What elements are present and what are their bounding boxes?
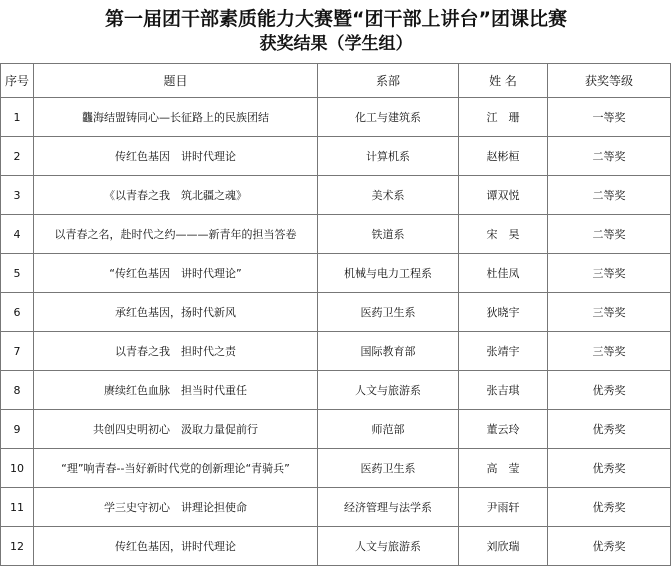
table-row — [1, 293, 671, 332]
header-award: 获奖等级 — [548, 64, 671, 98]
cell-name: 杜佳凤 — [459, 254, 548, 293]
cell-no: 9 — [1, 410, 34, 449]
header-no: 序号 — [1, 64, 34, 98]
cell-name: 谭双悦 — [459, 176, 548, 215]
cell-topic: 传红色基因，讲时代理论 — [34, 527, 318, 566]
table-row — [1, 215, 671, 254]
cell-topic: 传红色基因 讲时代理论 — [34, 137, 318, 176]
cell-no: 2 — [1, 137, 34, 176]
table-row — [1, 371, 671, 410]
cell-no: 3 — [1, 176, 34, 215]
cell-dept: 医药卫生系 — [318, 293, 459, 332]
cell-no: 7 — [1, 332, 34, 371]
cell-topic: 赓续红色血脉 担当时代重任 — [34, 371, 318, 410]
cell-dept: 化工与建筑系 — [318, 98, 459, 137]
cell-name: 宋 昊 — [459, 215, 548, 254]
cell-dept: 美术系 — [318, 176, 459, 215]
cell-no: 4 — [1, 215, 34, 254]
cell-no: 5 — [1, 254, 34, 293]
table-header-row — [1, 64, 671, 98]
cell-award: 优秀奖 — [548, 449, 671, 488]
cell-topic: 承红色基因，扬时代新风 — [34, 293, 318, 332]
cell-no: 8 — [1, 371, 34, 410]
cell-no: 10 — [1, 449, 34, 488]
cell-dept: 人文与旅游系 — [318, 371, 459, 410]
cell-name: 高 莹 — [459, 449, 548, 488]
cell-dept: 人文与旅游系 — [318, 527, 459, 566]
table-row — [1, 488, 671, 527]
table-row — [1, 527, 671, 566]
cell-dept: 计算机系 — [318, 137, 459, 176]
cell-no: 1 — [1, 98, 34, 137]
cell-name: 尹雨轩 — [459, 488, 548, 527]
cell-topic: 以青春之名，赴时代之约———新青年的担当答卷 — [34, 215, 318, 254]
table-row — [1, 449, 671, 488]
cell-dept: 医药卫生系 — [318, 449, 459, 488]
cell-award: 优秀奖 — [548, 527, 671, 566]
table-row — [1, 98, 671, 137]
cell-no: 6 — [1, 293, 34, 332]
cell-award: 优秀奖 — [548, 371, 671, 410]
cell-name: 赵彬桓 — [459, 137, 548, 176]
cell-award: 优秀奖 — [548, 488, 671, 527]
cell-topic: 学三史守初心 讲理论担使命 — [34, 488, 318, 527]
table-body — [1, 98, 671, 566]
cell-name: 董云玲 — [459, 410, 548, 449]
cell-name: 江 珊 — [459, 98, 548, 137]
cell-topic: “传红色基因 讲时代理论” — [34, 254, 318, 293]
cell-dept: 铁道系 — [318, 215, 459, 254]
cell-name: 狄晓宇 — [459, 293, 548, 332]
cell-award: 二等奖 — [548, 137, 671, 176]
cell-award: 三等奖 — [548, 293, 671, 332]
table-row — [1, 410, 671, 449]
title-main: 第一届团干部素质能力大赛暨“团干部上讲台”团课比赛 — [105, 8, 567, 30]
table-row — [1, 176, 671, 215]
cell-award: 三等奖 — [548, 254, 671, 293]
table-row — [1, 254, 671, 293]
cell-award: 二等奖 — [548, 176, 671, 215]
cell-dept: 机械与电力工程系 — [318, 254, 459, 293]
title-sub: 获奖结果（学生组） — [259, 34, 413, 54]
table-row — [1, 332, 671, 371]
cell-award: 优秀奖 — [548, 410, 671, 449]
cell-topic: 《以青春之我 筑北疆之魂》 — [34, 176, 318, 215]
cell-topic: “理”响青春--当好新时代党的创新理论“青骑兵” — [34, 449, 318, 488]
cell-no: 11 — [1, 488, 34, 527]
cell-dept: 师范部 — [318, 410, 459, 449]
cell-name: 张靖宇 — [459, 332, 548, 371]
cell-award: 三等奖 — [548, 332, 671, 371]
cell-topic: 龘海结盟铸同心—长征路上的民族团结 — [34, 98, 318, 137]
cell-topic: 以青春之我 担时代之责 — [34, 332, 318, 371]
cell-no: 12 — [1, 527, 34, 566]
header-topic: 题目 — [34, 64, 318, 98]
header-dept: 系部 — [318, 64, 459, 98]
awards-table — [0, 63, 671, 566]
cell-award: 二等奖 — [548, 215, 671, 254]
cell-dept: 国际教育部 — [318, 332, 459, 371]
cell-topic: 共创四史明初心 汲取力量促前行 — [34, 410, 318, 449]
header-name: 姓 名 — [459, 64, 548, 98]
cell-award: 一等奖 — [548, 98, 671, 137]
table-row — [1, 137, 671, 176]
document-title — [0, 0, 672, 60]
cell-name: 张吉琪 — [459, 371, 548, 410]
cell-dept: 经济管理与法学系 — [318, 488, 459, 527]
cell-name: 刘欣瑞 — [459, 527, 548, 566]
